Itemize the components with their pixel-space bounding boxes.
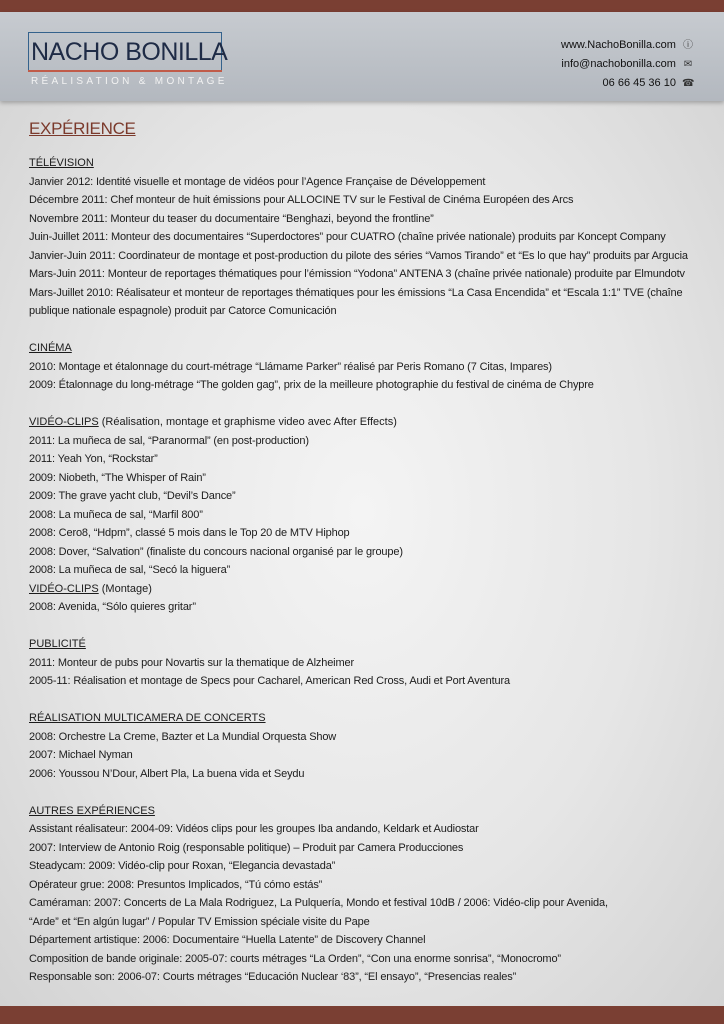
list-item: 2010: Montage et étalonnage du court-métrage “Llámame Parker” réalisé par Peris Romano (7 Citas, Impares) bbox=[29, 360, 552, 373]
logo-underline bbox=[28, 70, 222, 72]
list-item: 2008: La muñeca de sal, “Marfil 800” bbox=[29, 508, 203, 521]
heading-concerts bbox=[29, 709, 699, 728]
heading-cinema bbox=[29, 339, 699, 358]
list-item: 2011: Yeah Yon, “Rockstar” bbox=[29, 453, 158, 465]
list-item: Assistant réalisateur: 2004-09: Vidéos clips pour les groupes Iba andando, Keldark et Audiostar bbox=[29, 823, 479, 835]
heading-videoclips-label: VIDÉO-CLIPS bbox=[29, 416, 99, 428]
list-item: Mars-Juillet 2010: Réalisateur et monteur de reportages thématiques pour les émissions “La Casa Encendida” et “Escala 1:1” TVE (chaîne bbox=[29, 286, 683, 299]
spacer bbox=[29, 691, 699, 710]
list-item: 2009: The grave yacht club, “Devil’s Dance” bbox=[29, 490, 236, 502]
resume-body bbox=[29, 118, 699, 987]
spacer bbox=[29, 395, 699, 414]
contact-block bbox=[561, 37, 694, 94]
list-item: Juin-Juillet 2011: Monteur des documentaires “Superdoctores” pour CUATRO (chaîne privée nationale) produits par Koncept Company bbox=[29, 231, 666, 243]
list-item: publique nationale espagnole) produit par Catorce Comunicación bbox=[29, 305, 337, 317]
heading-concerts-label: RÉALISATION MULTICAMERA DE CONCERTS bbox=[29, 712, 266, 724]
videoclips-montage-list bbox=[29, 598, 699, 617]
bottom-border-bar bbox=[0, 1006, 724, 1024]
list-item: Steadycam: 2009: Vidéo-clip pour Roxan, “Elegancia devastada” bbox=[29, 860, 336, 872]
logo bbox=[28, 32, 228, 88]
list-item: Janvier 2012: Identité visuelle et montage de vidéos pour l’Agence Française de Développement bbox=[29, 175, 486, 188]
list-item: 2011: Monteur de pubs pour Novartis sur la thematique de Alzheimer bbox=[29, 656, 354, 669]
logo-frame-left bbox=[28, 32, 29, 70]
spacer bbox=[29, 783, 699, 802]
page-header bbox=[0, 12, 724, 101]
list-item: 2009: Niobeth, “The Whisper of Rain” bbox=[29, 471, 206, 484]
list-item: 2007: Michael Nyman bbox=[29, 749, 133, 761]
list-item: 2008: Cero8, “Hdpm”, classé 5 mois dans le Top 20 de MTV Hiphop bbox=[29, 527, 350, 539]
list-item: 2005-11: Réalisation et montage de Specs pour Cacharel, American Red Cross, Audi et Port Aventura bbox=[29, 675, 510, 687]
heading-autres-label: AUTRES EXPÉRIENCES bbox=[29, 804, 155, 817]
list-item: Opérateur grue: 2008: Presuntos Implicados, “Tú cómo estás” bbox=[29, 878, 323, 891]
heading-cinema-label: CINÉMA bbox=[29, 342, 72, 354]
envelope-icon: ✉ bbox=[683, 59, 693, 70]
cinema-list bbox=[29, 358, 699, 395]
list-item: Département artistique: 2006: Documentaire “Huella Latente” de Discovery Channel bbox=[29, 934, 426, 946]
heading-autres bbox=[29, 802, 699, 821]
list-item: 2008: Dover, “Salvation” (finaliste du concours nacional organisé par le groupe) bbox=[29, 545, 403, 558]
logo-name: NACHO BONILLA bbox=[31, 38, 228, 66]
list-item: Janvier-Juin 2011: Coordinateur de montage et post-production du pilote des séries “Vamos Tirando” et “Es lo que hay” produits par Argucia bbox=[29, 249, 688, 262]
phone-icon: ☎ bbox=[682, 78, 695, 89]
list-item: 2009: Étalonnage du long-métrage “The golden gag”, prix de la meilleure photographie du festival de cinéma de Chypre bbox=[29, 379, 594, 391]
list-item: Caméraman: 2007: Concerts de La Mala Rodriguez, La Pulquería, Mondo et festival 10dB / 2006: Vidéo-clip pour Avenida, bbox=[29, 897, 608, 909]
autres-list bbox=[29, 820, 699, 987]
contact-phone: 06 66 45 36 10 bbox=[602, 77, 676, 89]
logo-frame-top bbox=[28, 32, 222, 33]
list-item: 2006: Youssou N’Dour, Albert Pla, La buena vida et Seydu bbox=[29, 767, 305, 780]
list-item: Composition de bande originale: 2005-07: courts métrages “La Orden”, “Con una enorme sonrisa”, “Monocromo” bbox=[29, 952, 561, 965]
heading-videoclips-note: (Réalisation, montage et graphisme video avec After Effects) bbox=[98, 416, 397, 428]
list-item: Novembre 2011: Monteur du teaser du documentaire “Benghazi, beyond the frontline” bbox=[29, 212, 434, 225]
heading-publicite-label: PUBLICITÉ bbox=[29, 638, 86, 650]
logo-tagline: RÉALISATION & MONTAGE bbox=[31, 76, 228, 87]
heading-videoclips-montage bbox=[29, 580, 699, 599]
contact-website[interactable]: www.NachoBonilla.com bbox=[561, 39, 676, 51]
list-item: Décembre 2011: Chef monteur de huit émissions pour ALLOCINE TV sur le Festival de Cinéma Européen des Arcs bbox=[29, 194, 574, 206]
television-list bbox=[29, 173, 699, 321]
heading-publicite bbox=[29, 635, 699, 654]
contact-website-row bbox=[561, 37, 694, 56]
list-item: 2007: Interview de Antonio Roig (responsable politique) – Produit par Camera Producciones bbox=[29, 841, 464, 854]
heading-television bbox=[29, 154, 699, 173]
top-border-bar bbox=[0, 0, 724, 12]
list-item: 2008: Avenida, “Sólo quieres gritar” bbox=[29, 601, 196, 613]
list-item: “Arde” et “En algún lugar” / Popular TV Emission spéciale visite du Pape bbox=[29, 915, 370, 928]
list-item: 2011: La muñeca de sal, “Paranormal” (en post-production) bbox=[29, 434, 309, 447]
spacer bbox=[29, 321, 699, 340]
heading-television-label: TÉLÉVISION bbox=[29, 157, 94, 169]
list-item: Responsable son: 2006-07: Courts métrages “Educación Nuclear ‘83”, “El ensayo”, “Presencias reales” bbox=[29, 971, 517, 983]
heading-videoclips-montage-label: VIDÉO-CLIPS bbox=[29, 582, 99, 595]
list-item: 2008: Orchestre La Creme, Bazter et La Mundial Orquesta Show bbox=[29, 730, 337, 743]
list-item: 2008: La muñeca de sal, “Secó la higuera” bbox=[29, 564, 231, 576]
publicite-list bbox=[29, 654, 699, 691]
concerts-list bbox=[29, 728, 699, 784]
videoclips-list bbox=[29, 432, 699, 580]
info-icon: ⓘ bbox=[683, 40, 693, 51]
contact-email-row bbox=[561, 56, 694, 75]
contact-phone-row bbox=[561, 75, 694, 94]
section-title: EXPÉRIENCE bbox=[29, 119, 136, 138]
list-item: Mars-Juin 2011: Monteur de reportages thématiques pour l’émission “Yodona” ANTENA 3 (chaîne privée nationale) produite par Elmundotv bbox=[29, 268, 685, 280]
heading-videoclips-montage-note: (Montage) bbox=[98, 582, 152, 595]
spacer bbox=[29, 617, 699, 636]
heading-videoclips bbox=[29, 413, 699, 432]
contact-email[interactable]: info@nachobonilla.com bbox=[561, 58, 676, 70]
